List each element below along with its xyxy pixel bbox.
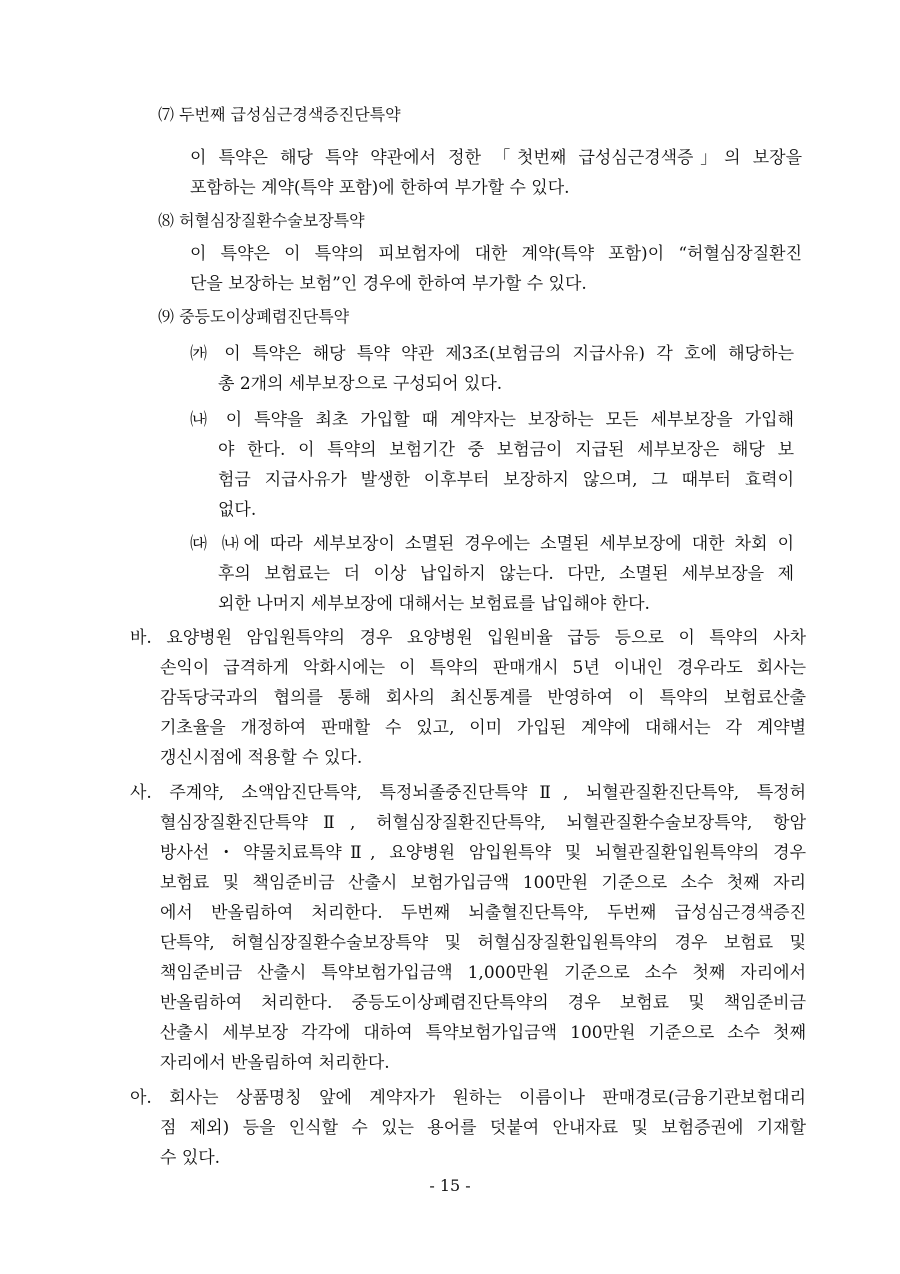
list-item-line: 야 한다. 이 특약의 보험기간 중 보험금이 지급된 세부보장은 해당 보 [218, 440, 794, 460]
list-item-na: ㈏ 이 특약을 최초 가입할 때 계약자는 보장하는 모든 세부보장을 가입해 [190, 410, 794, 430]
paragraph-line: 산출시 세부보장 각각에 대하여 특약보험가입금액 100만원 기준으로 소수 첫째 [160, 1023, 806, 1043]
section-sa: 사. 주계약, 소액암진단특약, 특정뇌졸중진단특약Ⅱ, 뇌혈관질환진단특약, 특정허 [130, 783, 806, 803]
paragraph-line: 자리에서 반올림하여 처리한다. [160, 1053, 390, 1073]
paragraph-line: 방사선・약물치료특약Ⅱ, 요양병원 암입원특약 및 뇌혈관질환입원특약의 경우 [160, 843, 806, 863]
paragraph-line: 갱신시점에 적용할 수 있다. [160, 748, 363, 768]
paragraph-line: 포함하는 계약(특약 포함)에 한하여 부가할 수 있다. [190, 178, 570, 198]
list-item-line: 외한 나머지 세부보장에 대해서는 보험료를 납입해야 한다. [218, 594, 650, 614]
paragraph-line: 혈심장질환진단특약Ⅱ, 허혈심장질환진단특약, 뇌혈관질환수술보장특약, 항암 [160, 813, 806, 833]
paragraph-line: 단특약, 허혈심장질환수술보장특약 및 허혈심장질환입원특약의 경우 보험료 및 [160, 933, 806, 953]
paragraph-line: 책임준비금 산출시 특약보험가입금액 1,000만원 기준으로 소수 첫째 자리에서 [160, 963, 806, 983]
paragraph-line: 수 있다. [160, 1148, 221, 1168]
list-item-line: 험금 지급사유가 발생한 이후부터 보장하지 않으며, 그 때부터 효력이 [218, 470, 794, 490]
paragraph-line: 감독당국과의 협의를 통해 회사의 최신통계를 반영하여 이 특약의 보험료산출 [160, 688, 806, 708]
section-ba: 바. 요양병원 암입원특약의 경우 요양병원 입원비율 급등 등으로 이 특약의 사차 [130, 628, 806, 648]
paragraph-line: 이 특약은 해당 특약 약관에서 정한 「첫번째 급성심근경색증」의 보장을 [190, 148, 802, 168]
paragraph-line: 점 제외) 등을 인식할 수 있는 용어를 덧붙여 안내자료 및 보험증권에 기재할 [160, 1118, 806, 1138]
page-number: - 15 - [429, 1176, 471, 1195]
list-item-line: 총 2개의 세부보장으로 구성되어 있다. [218, 374, 503, 394]
list-item-line: 없다. [218, 500, 257, 520]
section-a: 아. 회사는 상품명칭 앞에 계약자가 원하는 이름이나 판매경로(금융기관보험대리 [130, 1088, 806, 1108]
list-item-da: ㈐ ㈏에 따라 세부보장이 소멸된 경우에는 소멸된 세부보장에 대한 차회 이 [190, 534, 794, 554]
subsection-heading-8: ⑻ 허혈심장질환수술보장특약 [158, 211, 365, 230]
paragraph-line: 반올림하여 처리한다. 중등도이상폐렴진단특약의 경우 보험료 및 책임준비금 [160, 993, 806, 1013]
paragraph-line: 이 특약은 이 특약의 피보험자에 대한 계약(특약 포함)이 “허혈심장질환진 [190, 244, 802, 264]
paragraph-line: 손익이 급격하게 악화시에는 이 특약의 판매개시 5년 이내인 경우라도 회사는 [160, 658, 806, 678]
subsection-heading-9: ⑼ 중등도이상폐렴진단특약 [158, 307, 350, 326]
subsection-heading-7: ⑺ 두번째 급성심근경색증진단특약 [158, 105, 401, 124]
paragraph-line: 보험료 및 책임준비금 산출시 보험가입금액 100만원 기준으로 소수 첫째 자리 [160, 873, 806, 893]
list-item-ga: ㈎ 이 특약은 해당 특약 약관 제3조(보험금의 지급사유) 각 호에 해당하는 [190, 344, 794, 364]
list-item-line: 후의 보험료는 더 이상 납입하지 않는다. 다만, 소멸된 세부보장을 제 [218, 564, 794, 584]
paragraph-line: 에서 반올림하여 처리한다. 두번째 뇌출혈진단특약, 두번째 급성심근경색증진 [160, 903, 806, 923]
paragraph-line: 기초율을 개정하여 판매할 수 있고, 이미 가입된 계약에 대해서는 각 계약별 [160, 718, 806, 738]
paragraph-line: 단을 보장하는 보험”인 경우에 한하여 부가할 수 있다. [190, 274, 587, 294]
